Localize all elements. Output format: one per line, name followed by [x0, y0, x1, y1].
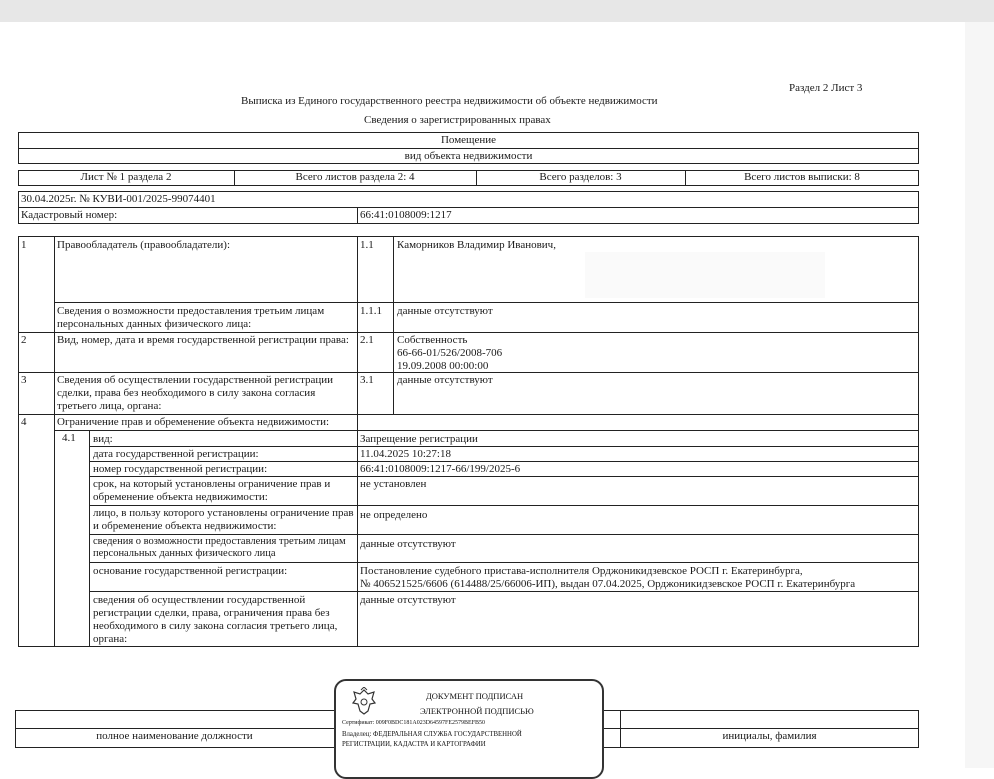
position-caption: полное наименование должности	[96, 730, 253, 742]
right-registration-number: 66-66-01/526/2008-706	[397, 347, 503, 359]
row-4-label: Ограничение прав и обременение объекта недвижимости:	[57, 416, 330, 428]
cadastral-number-value: 66:41:0108009:1217	[360, 209, 452, 221]
sheet-number: Лист № 1 раздела 2	[80, 171, 172, 183]
object-type-value: Помещение	[440, 134, 497, 146]
cadastral-number-label: Кадастровый номер:	[21, 209, 118, 221]
right-holder-name: Каморников Владимир Иванович,	[397, 239, 556, 251]
row-3-label: Сведения об осуществлении государственной регистрации сделки, права без необходимого в силу закона согласия третьего лица, органа:	[57, 374, 334, 412]
right-type: Собственность	[397, 334, 468, 346]
beneficiary-value: не определено	[360, 509, 428, 521]
row-4-subnumber: 4.1	[62, 432, 76, 444]
extract-date-number: 30.04.2025г. № КУВИ-001/2025-99074401	[21, 193, 216, 205]
stamp-certificate: Сертификат: 009F0BDC181A023D64597FE2579BEFB50	[342, 720, 486, 726]
stamp-owner-continued: РЕГИСТРАЦИИ, КАДАСТРА И КАРТОГРАФИИ	[342, 741, 486, 748]
document-title: Выписка из Единого государственного реестра недвижимости об объекте недвижимости	[241, 95, 658, 107]
row-1-subnumber: 1.1	[360, 239, 374, 251]
beneficiary-label: лицо, в пользу которого установлены ограничение прав и обременение объекта недвижимости:	[93, 507, 354, 532]
section-sheet-label: Раздел 2 Лист 3	[789, 82, 863, 94]
stamp-owner: Владелец: ФЕДЕРАЛЬНАЯ СЛУЖБА ГОСУДАРСТВЕННОЙ	[342, 731, 522, 738]
redacted-area	[585, 252, 825, 298]
scan-right-margin	[965, 22, 994, 768]
registration-date-value: 11.04.2025 10:27:18	[360, 448, 451, 460]
registration-number-label: номер государственной регистрации:	[93, 463, 268, 475]
encumbrance-consent-value: данные отсутствуют	[360, 538, 456, 550]
encumbrance-type-label: вид:	[93, 433, 113, 445]
stamp-signed-line: ДОКУМЕНТ ПОДПИСАН	[426, 691, 524, 701]
row-1-label: Правообладатель (правообладатели):	[57, 239, 231, 251]
sections-total: Всего разделов: 3	[539, 171, 622, 183]
stamp-signature-line: ЭЛЕКТРОННОЙ ПОДПИСЬЮ	[420, 706, 534, 716]
initials-caption: инициалы, фамилия	[722, 730, 817, 742]
registration-without-consent-label: сведения об осуществлении государственной регистрации сделки, права, ограничения права без необходимого в силу закона согласия третьего лица, органа:	[93, 594, 338, 645]
section-sheets-total: Всего листов раздела 2: 4	[295, 171, 415, 183]
row-3-number: 3	[21, 374, 27, 386]
encumbrance-consent-label: сведения о возможности предоставления третьим лицам персональных данных физического лица	[93, 536, 346, 559]
row-2-label: Вид, номер, дата и время государственной регистрации права:	[57, 334, 349, 346]
registration-number-value: 66:41:0108009:1217-66/199/2025-6	[360, 463, 521, 475]
row-3-subnumber: 3.1	[360, 374, 374, 386]
registration-basis-line-1: Постановление судебного пристава-исполнителя Орджоникидзевское РОСП г. Екатеринбурга,	[360, 565, 803, 577]
encumbrance-type-value: Запрещение регистрации	[360, 433, 478, 445]
row-1-consent-value: данные отсутствуют	[397, 305, 493, 317]
coat-of-arms-icon	[350, 687, 378, 717]
electronic-signature-stamp	[334, 679, 604, 779]
row-2-subnumber: 2.1	[360, 334, 374, 346]
registration-without-consent-value: данные отсутствуют	[360, 594, 456, 606]
registration-basis-line-2: № 406521525/6606 (614488/25/66006-ИП), выдан 07.04.2025, Орджоникидзевское РОСП г. Екатеринбурга	[360, 578, 856, 590]
term-value: не установлен	[360, 478, 427, 490]
row-1-number: 1	[21, 239, 27, 251]
row-3-value: данные отсутствуют	[397, 374, 493, 386]
scan-top-margin	[0, 0, 994, 22]
document-subtitle: Сведения о зарегистрированных правах	[364, 114, 551, 126]
right-registration-date: 19.09.2008 00:00:00	[397, 360, 489, 372]
row-1-consent-label: Сведения о возможности предоставления третьим лицам персональных данных физического лица:	[57, 305, 325, 330]
row-1-consent-number: 1.1.1	[360, 305, 382, 317]
object-type-caption: вид объекта недвижимости	[404, 150, 533, 162]
registration-basis-label: основание государственной регистрации:	[93, 565, 288, 577]
row-4-number: 4	[21, 416, 27, 428]
registration-date-label: дата государственной регистрации:	[93, 448, 259, 460]
term-label: срок, на который установлены ограничение прав и обременение объекта недвижимости:	[93, 478, 331, 503]
extract-sheets-total: Всего листов выписки: 8	[744, 171, 860, 183]
row-2-number: 2	[21, 334, 27, 346]
